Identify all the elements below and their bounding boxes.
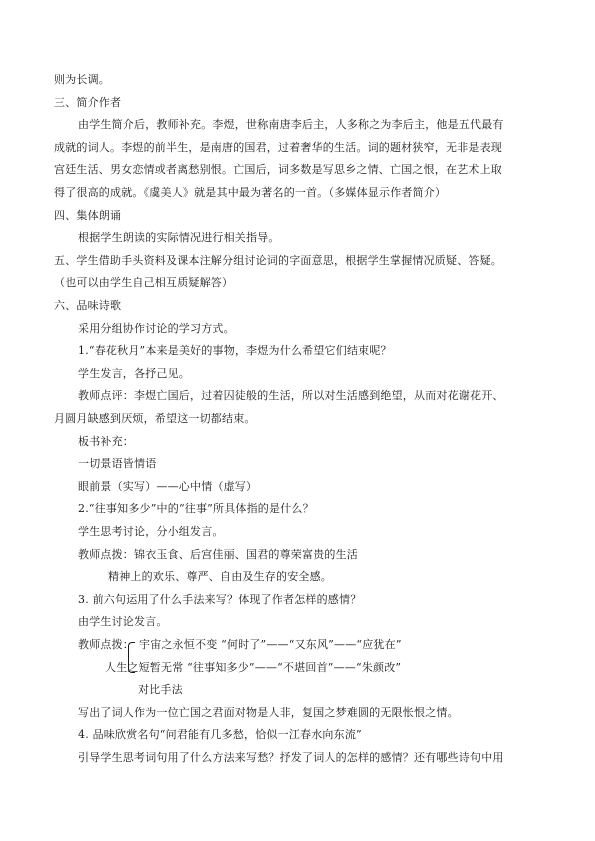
text-line: 学生发言，各抒己见。 bbox=[78, 366, 190, 380]
question-2: 2.“往事知多少”中的“往事”所具体指的是什么？ bbox=[78, 502, 314, 516]
text-line: 对比手法 bbox=[138, 683, 183, 697]
text-line: 根据学生朗读的实际情况进行相关指导。 bbox=[78, 231, 280, 245]
question-4: 4. 品味欣赏名句“问君能有几多愁，恰似一江春水向东流” bbox=[78, 728, 362, 742]
text-line: 月圆月缺感到厌烦，希望这一切都结束。 bbox=[54, 412, 256, 425]
text-line: 教师点评：李煜亡国后，过着囚徒般的生活，所以对生活感到绝望，从而对花谢花开、 bbox=[78, 389, 504, 403]
text-line: 则为长调。 bbox=[54, 73, 110, 86]
text-line: 宫廷生活、男女恋情或者离愁别恨。亡国后，词多数是写思乡之情、亡国之恨，在艺术上取 bbox=[54, 163, 502, 177]
text-line: 由学生讨论发言。 bbox=[78, 615, 168, 629]
text-line: 眼前景（实写）——心中情（虚写） bbox=[78, 479, 258, 493]
question-3: 3. 前六句运用了什么手法来写？体现了作者怎样的感情？ bbox=[78, 592, 362, 606]
text-line: 得了很高的成就。《虞美人》就是其中最为著名的一首。（多媒体显示作者简介） bbox=[54, 186, 447, 199]
text-line: 精神上的欢乐、尊严、自由及生存的安全感。 bbox=[108, 570, 332, 584]
comparison-row-life: 人生之短暂无常 “往事知多少”——“不堪回首”——“朱颜改” bbox=[105, 660, 402, 674]
comparison-row-universe: 宇宙之永恒不变 “何时了”——“又东风”——“应犹在” bbox=[139, 638, 402, 651]
text-line: （也可以由学生自己相互质疑解答） bbox=[54, 276, 234, 290]
text-line: 一切景语皆情语 bbox=[78, 457, 157, 471]
text-line: 板书补充： bbox=[78, 434, 134, 448]
text-line: 引导学生思考词句用了什么方法来写愁？抒发了词人的怎样的感情？还有哪些诗句中用 bbox=[78, 751, 504, 764]
text-line: 成就的词人。李煜的前半生，是南唐的国君，过着奢华的生活。词的题材狭窄，无非是表现 bbox=[54, 140, 502, 154]
section-heading-discuss: 五、学生借助手头资料及课本注解分组讨论词的字面意思，根据学生掌握情况质疑、答疑。 bbox=[54, 253, 502, 267]
text-line: 学生思考讨论，分小组发言。 bbox=[78, 525, 224, 538]
text-line: 采用分组协作讨论的学习方式。 bbox=[78, 321, 235, 335]
text-line: 写出了词人作为一位亡国之君面对物是人非，复国之梦难圆的无限怅恨之情。 bbox=[78, 705, 459, 719]
section-heading-appreciate: 六、品味诗歌 bbox=[54, 299, 122, 312]
question-1: 1.“春花秋月”本来是美好的事物，李煜为什么希望它们结束呢？ bbox=[78, 344, 392, 358]
text-line: 教师点拨： bbox=[78, 638, 134, 651]
section-heading-author: 三、简介作者 bbox=[54, 95, 122, 109]
text-line: 由学生简介后，教师补充。李煜，世称南唐李后主，人多称之为李后主，他是五代最有 bbox=[78, 118, 504, 132]
text-line: 教师点拨：锦衣玉食、后宫佳丽、国君的尊荣富贵的生活 bbox=[78, 547, 358, 561]
brace-icon bbox=[128, 642, 135, 673]
section-heading-recite: 四、集体朗诵 bbox=[54, 208, 122, 222]
